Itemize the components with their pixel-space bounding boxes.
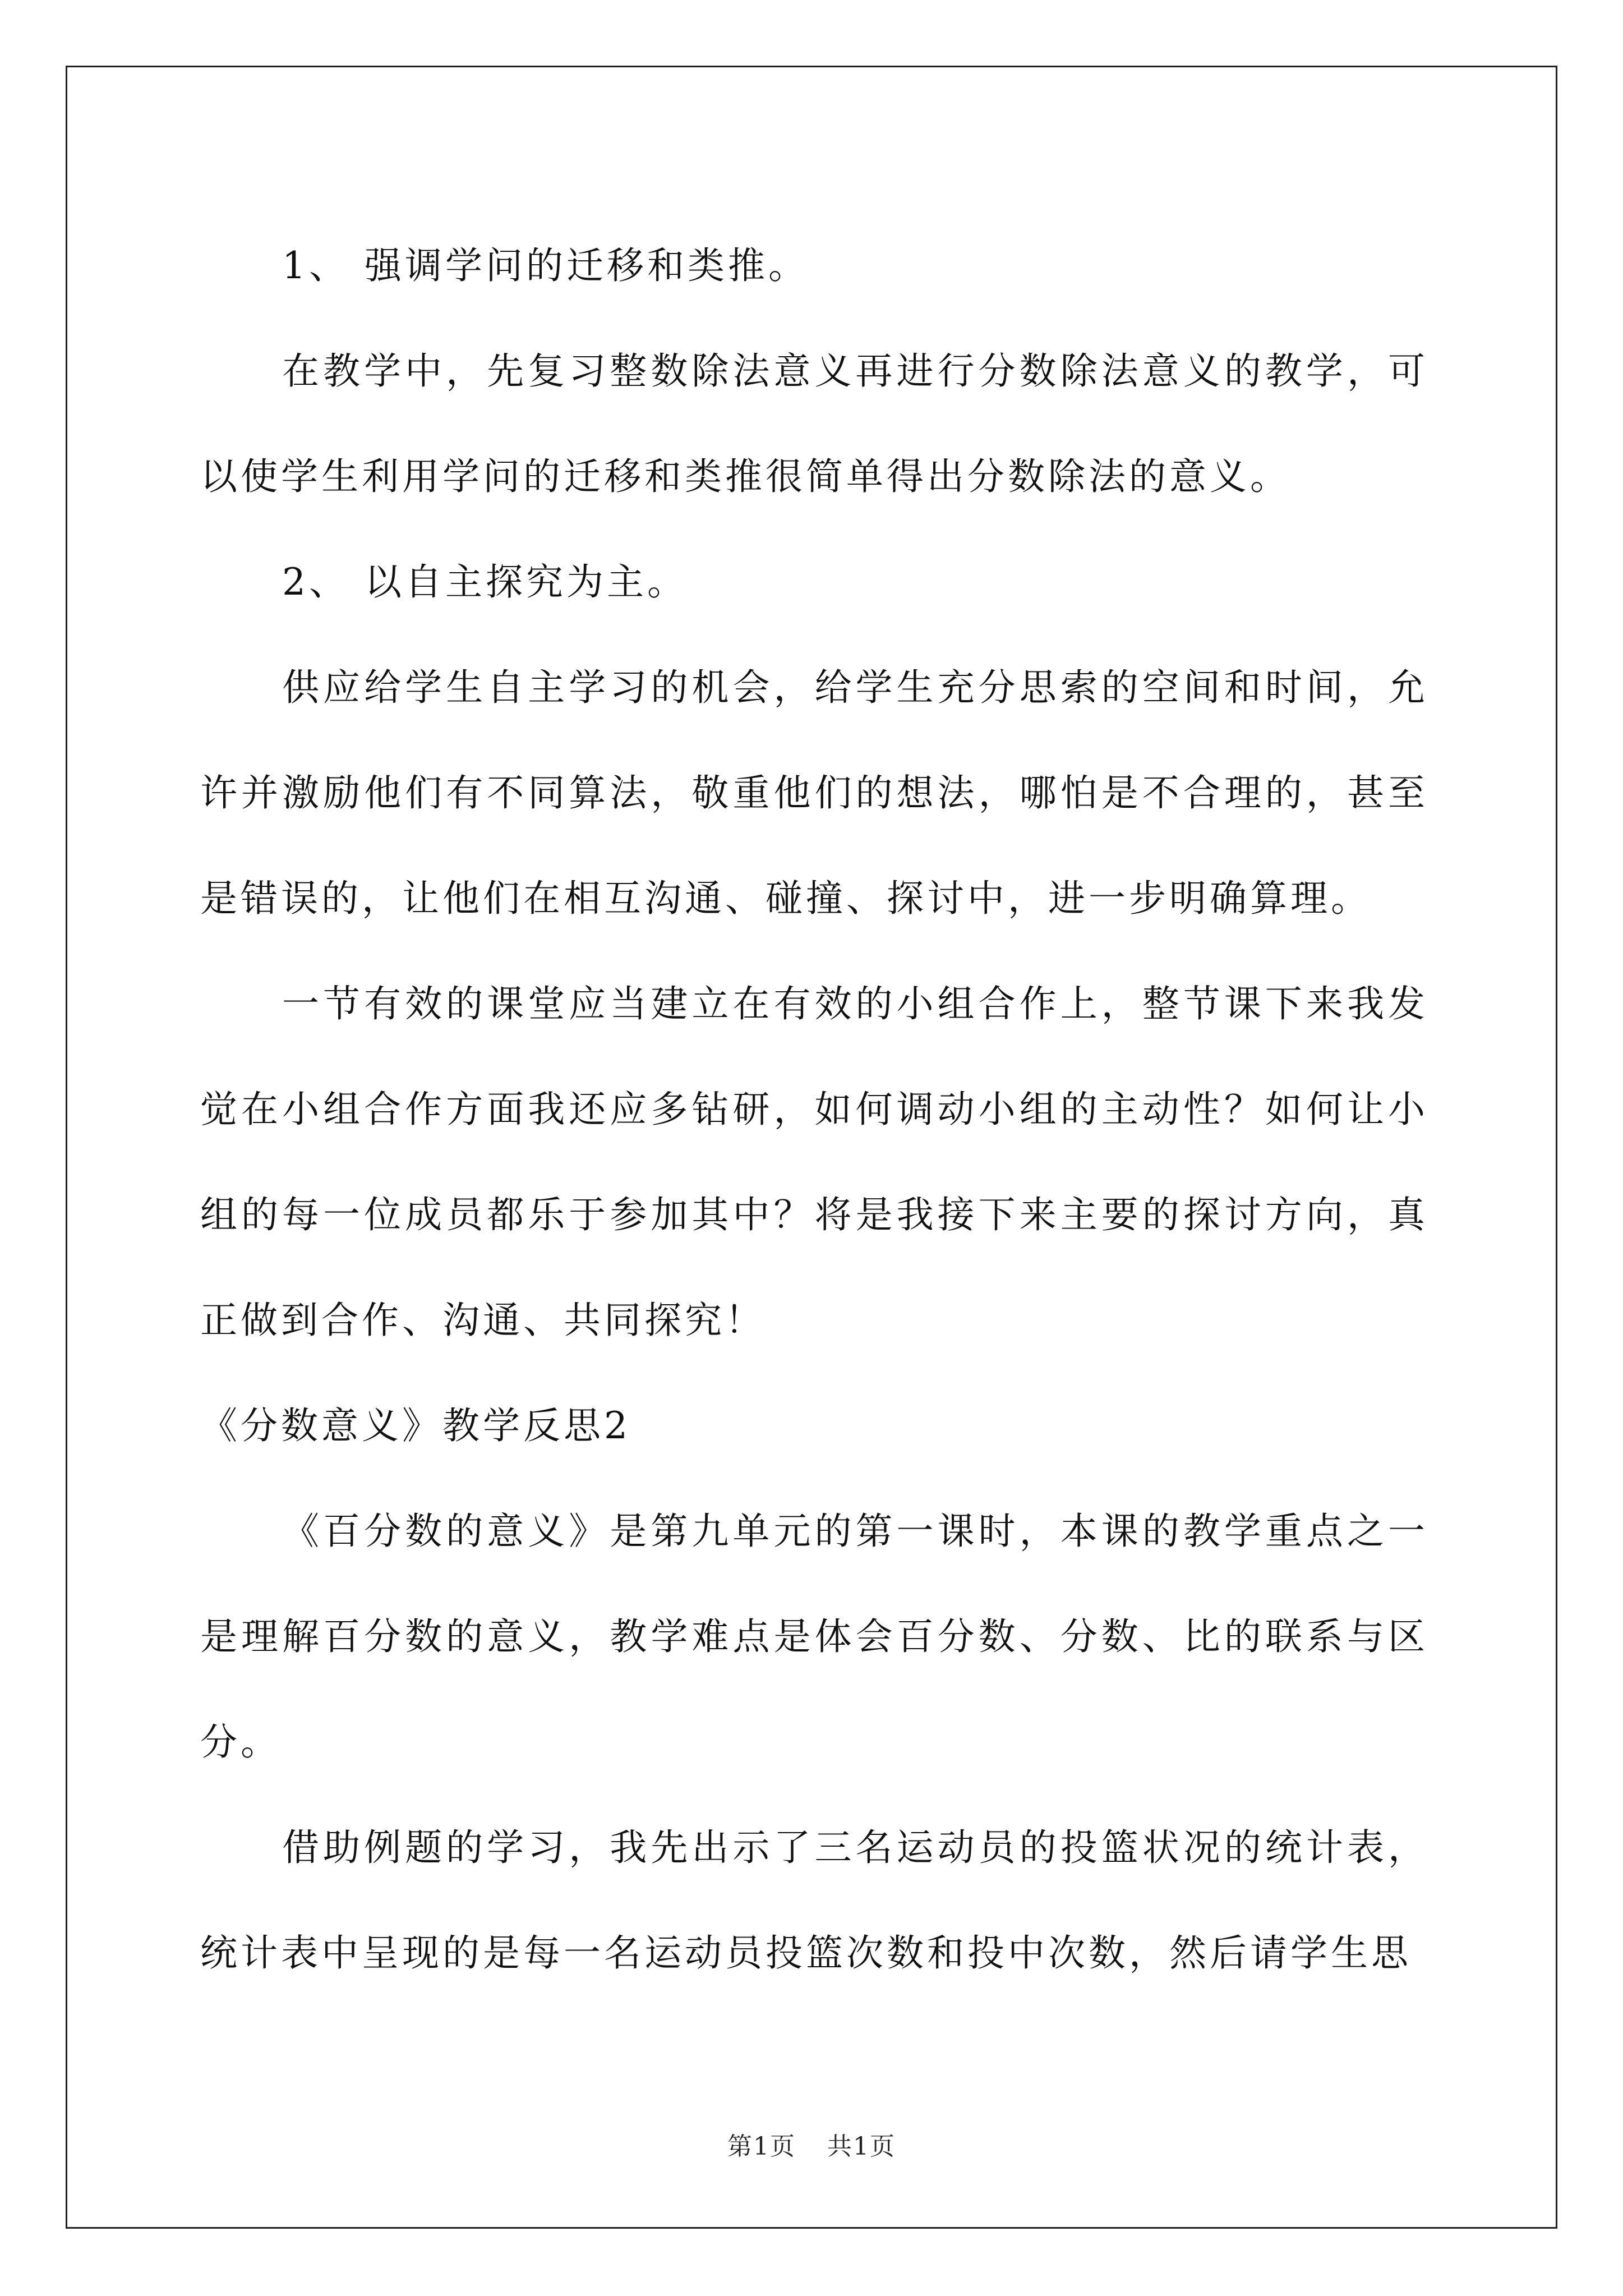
page-footer (0, 2126, 1623, 2162)
document-body (200, 213, 1428, 2006)
paragraph: 《百分数的意义》是第九单元的第一课时，本课的教学重点之一是理解百分数的意义，教学难点是体会百分数、分数、比的联系与区分。 (200, 1510, 1428, 1764)
paragraph: 供应给学生自主学习的机会，给学生充分思索的空间和时间，允许并激励他们有不同算法，敬重他们的想法，哪怕是不合理的，甚至是错误的，让他们在相互沟通、碰撞、探讨中，进一步明确算理。 (200, 666, 1428, 920)
paragraph: 1、 强调学问的迁移和类推。 (282, 244, 809, 287)
paragraph: 一节有效的课堂应当建立在有效的小组合作上，整节课下来我发觉在小组合作方面我还应多钻研，如何调动小组的主动性？如何让小组的每一位成员都乐于参加其中？将是我接下来主要的探讨方向，真正做到合作、沟通、共同探究！ (200, 982, 1428, 1342)
page-total: 共1页 (827, 2132, 896, 2161)
paragraph: 2、 以自主探究为主。 (282, 560, 688, 604)
section-heading: 《分数意义》教学反思2 (200, 1404, 631, 1447)
paragraph: 借助例题的学习，我先出示了三名运动员的投篮状况的统计表，统计表中呈现的是每一名运动员投篮次数和投中次数，然后请学生思 (200, 1826, 1428, 1975)
paragraph: 在教学中，先复习整数除法意义再进行分数除法意义的教学，可以使学生利用学问的迁移和类推很简单得出分数除法的意义。 (200, 349, 1428, 498)
page-number: 第1页 (727, 2132, 796, 2161)
